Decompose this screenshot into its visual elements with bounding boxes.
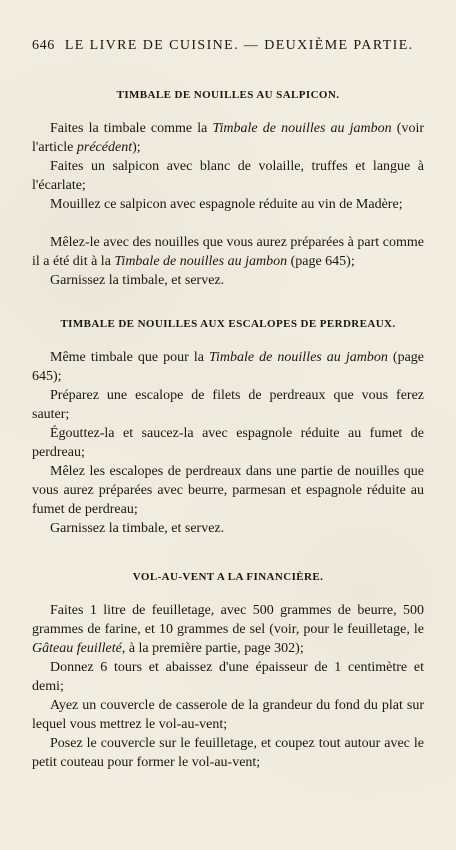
text-run: Garnissez la timbale, et servez. <box>50 521 225 536</box>
section-title: TIMBALE DE NOUILLES AU SALPICON. <box>116 89 340 101</box>
running-title: LE LIVRE DE CUISINE. — DEUXIÈME PARTIE. <box>64 38 414 53</box>
text-run: Mouillez ce salpicon avec espagnole réduite au vin de Madère; <box>50 197 403 212</box>
running-head <box>32 38 432 54</box>
italic-text-run: Timbale de nouilles au jambon <box>208 350 388 365</box>
paragraph <box>32 658 424 696</box>
text-run: , à la première partie, page 302); <box>121 641 304 656</box>
italic-text-run: Timbale de nouilles au jambon <box>114 254 288 269</box>
text-run: Garnissez la timbale, et servez. <box>50 273 225 288</box>
paragraph <box>32 348 424 386</box>
paragraph <box>32 386 424 424</box>
paragraph <box>32 157 424 195</box>
text-run: Ayez un couvercle de casserole de la grandeur du fond du plat sur lequel vous mettrez le vol-au-vent; <box>32 698 424 732</box>
text-run: Égouttez-la et saucez-la avec espagnole réduite au fumet de perdreau; <box>32 426 424 460</box>
text-run: Posez le couvercle sur le feuilletage, et coupez tout autour avec le petit couteau pour former le vol-au-vent; <box>32 736 424 770</box>
paragraph <box>32 195 424 214</box>
paragraph <box>32 424 424 462</box>
italic-text-run: Timbale de nouilles au jambon <box>212 121 392 136</box>
paragraph <box>32 119 424 157</box>
paragraph <box>32 519 424 538</box>
text-run: ); <box>132 140 141 155</box>
section-title: TIMBALE DE NOUILLES AUX ESCALOPES DE PERDREAUX. <box>60 318 396 330</box>
text-run: (page 645); <box>32 350 424 384</box>
text-run: Mêlez les escalopes de perdreaux dans une partie de nouilles que vous aurez préparées avec beurre, parmesan et espagnole réduite au fumet de perdreau; <box>32 464 424 517</box>
paragraph <box>32 233 424 271</box>
text-run: Donnez 6 tours et abaissez d'une épaisseur de 1 centimètre et demi; <box>32 660 424 694</box>
text-run: (voir l'article <box>32 121 424 155</box>
section-title: VOL-AU-VENT A LA FINANCIÈRE. <box>132 571 324 583</box>
paragraph <box>32 601 424 658</box>
italic-text-run: précédent <box>76 140 133 155</box>
paragraph <box>32 271 424 290</box>
italic-text-run: Gâteau feuilleté <box>32 641 122 656</box>
text-run: Faites la timbale comme la <box>50 121 213 136</box>
paragraph <box>32 462 424 519</box>
text-run: Mêlez-le avec des nouilles que vous aurez préparées à part comme il a été dit à la <box>32 235 424 269</box>
text-run: Faites 1 litre de feuilletage, avec 500 grammes de beurre, 500 grammes de farine, et 10 grammes de sel (voir, pour le feuilletage, le <box>32 603 424 637</box>
text-run: Préparez une escalope de filets de perdreaux que vous ferez sauter; <box>32 388 424 422</box>
text-run: Faites un salpicon avec blanc de volaille, truffes et langue à l'écarlate; <box>32 159 424 193</box>
paragraph <box>32 734 424 772</box>
text-run: (page 645); <box>287 254 355 269</box>
page-number: 646 <box>32 38 55 53</box>
paragraph <box>32 696 424 734</box>
text-run: Même timbale que pour la <box>50 350 209 365</box>
